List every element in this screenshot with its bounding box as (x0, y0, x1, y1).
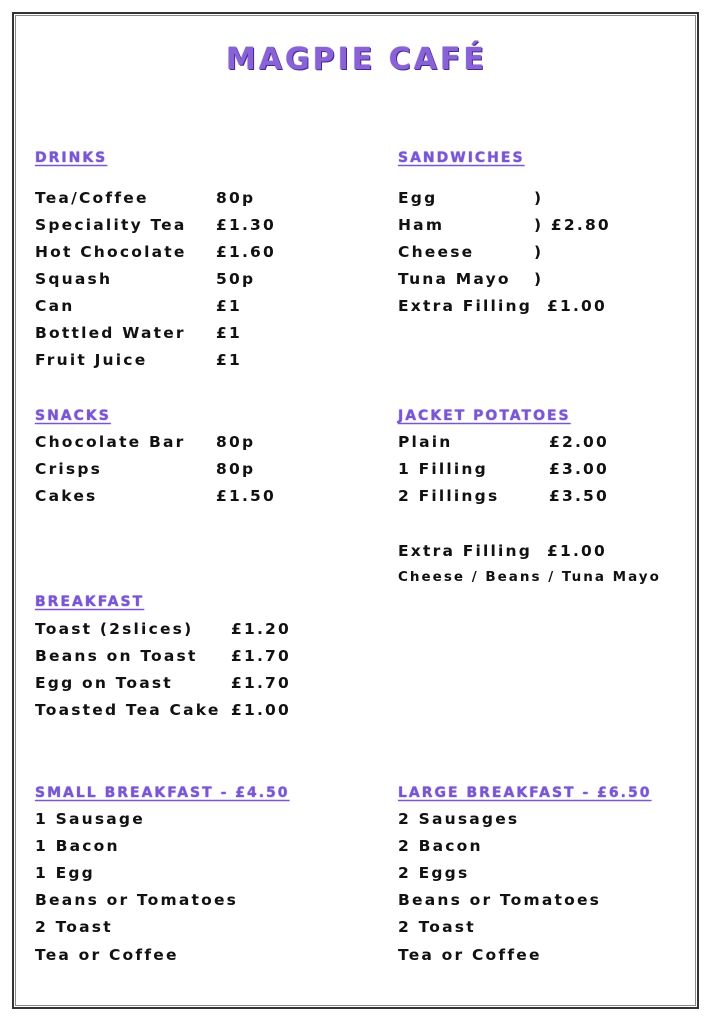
item-name: Can (35, 297, 75, 315)
page-border-inner (15, 15, 696, 1006)
item-name: Hot Chocolate (35, 243, 187, 261)
item-price: ) (534, 243, 544, 261)
item-price: 80p (216, 460, 256, 478)
item-name: Toasted Tea Cake (35, 701, 221, 719)
item-name: Squash (35, 270, 113, 288)
large-breakfast-item: 2 Bacon (398, 837, 483, 855)
small-breakfast-item: 1 Sausage (35, 810, 145, 828)
item-name: Extra Filling (398, 297, 533, 315)
item-name: Cakes (35, 487, 98, 505)
item-price: £1 (216, 351, 242, 369)
item-name: 2 Fillings (398, 487, 500, 505)
item-name: Extra Filling (398, 542, 533, 560)
item-price: £1.70 (231, 674, 292, 692)
small-breakfast-item: Tea or Coffee (35, 946, 179, 964)
item-name: Fruit Juice (35, 351, 148, 369)
item-name: Chocolate Bar (35, 433, 186, 451)
item-name: Egg on Toast (35, 674, 173, 692)
item-price: £1 (216, 324, 242, 342)
item-price: £1.00 (231, 701, 292, 719)
item-price: 80p (216, 189, 256, 207)
item-name: Tuna Mayo (398, 270, 511, 288)
item-price: £1.70 (231, 647, 292, 665)
drinks-heading: DRINKS (35, 150, 108, 166)
item-name: Cheese (398, 243, 475, 261)
item-name: Crisps (35, 460, 103, 478)
item-price: 80p (216, 433, 256, 451)
item-price: ) (534, 189, 544, 207)
sandwiches-heading: SANDWICHES (398, 150, 525, 166)
large-breakfast-item: 2 Toast (398, 918, 476, 936)
page-title: MAGPIE CAFÉ (225, 42, 487, 77)
small-breakfast-heading: SMALL BREAKFAST - £4.50 (35, 785, 290, 801)
item-price: £3.50 (549, 487, 610, 505)
item-price: 50p (216, 270, 256, 288)
large-breakfast-item: 2 Eggs (398, 864, 470, 882)
item-name: Beans on Toast (35, 647, 198, 665)
item-name: Speciality Tea (35, 216, 187, 234)
item-price: £1 (216, 297, 242, 315)
small-breakfast-item: Beans or Tomatoes (35, 891, 239, 909)
large-breakfast-item: Beans or Tomatoes (398, 891, 602, 909)
item-name: 1 Filling (398, 460, 488, 478)
item-price: £1.20 (231, 620, 292, 638)
item-name: Tea/Coffee (35, 189, 149, 207)
item-price: £1.30 (216, 216, 277, 234)
item-price: £1.50 (216, 487, 277, 505)
item-name: Bottled Water (35, 324, 186, 342)
item-price: ) (534, 270, 544, 288)
item-price: £1.00 (547, 297, 608, 315)
large-breakfast-heading: LARGE BREAKFAST - £6.50 (398, 785, 652, 801)
item-name: Toast (2slices) (35, 620, 194, 638)
jacket-potatoes-heading: JACKET POTATOES (398, 408, 571, 424)
small-breakfast-item: 1 Egg (35, 864, 95, 882)
item-price: £3.00 (549, 460, 610, 478)
small-breakfast-item: 2 Toast (35, 918, 113, 936)
jacket-potatoes-fillings-note: Cheese / Beans / Tuna Mayo (398, 569, 661, 585)
snacks-heading: SNACKS (35, 408, 111, 424)
item-price: £1.60 (216, 243, 277, 261)
item-name: Egg (398, 189, 438, 207)
item-price: £1.00 (547, 542, 608, 560)
large-breakfast-item: 2 Sausages (398, 810, 520, 828)
item-name: Plain (398, 433, 453, 451)
item-price: ) £2.80 (534, 216, 611, 234)
breakfast-heading: BREAKFAST (35, 594, 145, 610)
small-breakfast-item: 1 Bacon (35, 837, 120, 855)
large-breakfast-item: Tea or Coffee (398, 946, 542, 964)
item-name: Ham (398, 216, 445, 234)
item-price: £2.00 (549, 433, 610, 451)
